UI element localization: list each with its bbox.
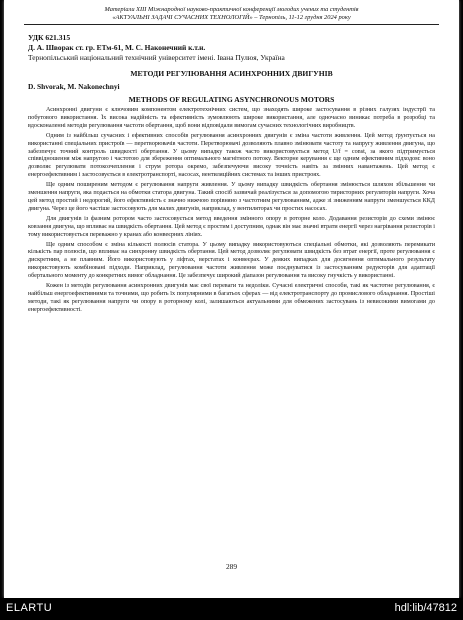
title-ua: МЕТОДИ РЕГУЛЮВАННЯ АСИНХРОННИХ ДВИГУНІВ — [130, 69, 333, 78]
title-en: METHODS OF REGULATING ASYNCHRONOUS MOTORS — [128, 95, 335, 104]
paragraph: Асинхронні двигуни є ключовим компонентом електротехнічних систем, що знаходять широке застосування в різних галузях індустрії та побутового використання. Їх висока надійність та ефективність зумовлюють широке використання, але одночасно виникає потреба в розробці та вдосконаленні методів регулювання частоти обертання, щоб вони відповідали вимогам сучасних технологічних виробництв. — [28, 107, 435, 129]
conference-header — [24, 6, 439, 22]
authors-ua: Д. А. Шворак ст. гр. ЕТм-61, М. С. Наконечний к.т.н. — [28, 43, 206, 52]
header-line-2: «АКТУАЛЬНІ ЗАДАЧІ СУЧАСНИХ ТЕХНОЛОГІЙ» – Тернопіль, 11-12 грудня 2024 року — [112, 14, 351, 21]
repository-name: ELARTU — [6, 602, 53, 614]
paragraph: Ще одним способом є зміна кількості полюсів статора. У цьому випадку використовуються спеціальні обмотки, які дозволяють перемикати кількість пар полюсів, що впливає на синхронну швидкість обертання. Цей метод дозволяє регулювати швидкість без втрат енергії, проте регулювання є дискретним, а не плавним. Його використовують у ліфтах, верстатах і конвеєрах. У деяких випадках для досягнення оптимального результату використовують комбіновані підходи. Наприклад, регулювання частоти живлення може поєднуватися із застосуванням редукторів для адаптації обертального моменту до конкретних вимог обладнання. Це забезпечує широкий діапазон регулювання та високу гнучкість у використанні. — [28, 241, 435, 280]
article-body — [28, 107, 435, 317]
page-number: 289 — [225, 562, 238, 571]
document-page — [4, 0, 459, 598]
footer-bar — [0, 598, 463, 620]
paragraph: Ще одним поширеним методом є регулювання напруги живлення. У цьому випадку швидкість обертання змінюється шляхом збільшення чи зменшення напруги, яка подається на обмотки статора двигуна. Такий спосіб зазвичай реалізується за допомогою тиристорних регуляторів напруги. Хоча цей метод простий і недорогий, його ефективність є значно нижчою порівняно з частотним регулюванням, адже зі зниженням напруги зменшується ККД двигуна. Через це його частіше застосовують для малих двигунів, наприклад, у вентиляторах чи простих насосах. — [28, 182, 435, 212]
paragraph: Одним із найбільш сучасних і ефективних способів регулювання асинхронних двигунів є зміна частоти живлення. Цей метод ґрунтується на використанні спеціальних пристроїв — перетворювачів частоти. Перетворювачі дозволяють плавно змінювати частоту та напругу живлення двигуна, що забезпечує точний контроль швидкості обертання. У цьому випадку також часто використовується метод U/f = const, за якого підтримується співвідношення між напругою і частотою для збереження оптимального магнітного потоку. Векторне керування є ще одним ефективним підходом: воно дозволяє регулювати потокозчеплення і струм ротора окремо, забезпечуючи високу точність навіть за змінних навантажень. Цей метод є енергоефективним і застосовується в електротранспорті, насосах, вентиляційних системах та інших пристроях. — [28, 132, 435, 179]
handle-link[interactable]: hdl:lib/47812 — [394, 602, 457, 614]
header-divider — [24, 24, 439, 25]
authors-en: D. Shvorak, M. Nakonechnyi — [28, 82, 120, 91]
header-line-1: Матеріали ХІІІ Міжнародної науково-практичної конференції молодих учених та студентів — [104, 6, 359, 13]
paragraph: Для двигунів із фазним ротором часто застосовується метод введення змінного опору в роторне коло. Додавання резисторів до схеми змінює ковзання двигуна, що впливає на швидкість обертання. Цей метод є простим і доступним, однак він має значні втрати енергії через нагрівання резисторів і тому використовується переважно у кранах або конвеєрних лініях. — [28, 215, 435, 238]
udk-code: УДК 621.315 — [28, 33, 71, 42]
paragraph: Кожен із методів регулювання асинхронних двигунів має свої переваги та недоліки. Сучасні електричні способи, такі як частотне регулювання, є найбільш енергоефективними та точними, що робить їх популярними в багатьох сферах — від електротранспорту до промислового обладнання. Простіші методи, такі як регулювання напруги чи опору в роторному колі, залишаються актуальними для обмежених застосувань із невисокими вимогами до енергоефективності. — [28, 283, 435, 313]
institution: Тернопільський національний технічний університет імені. Івана Пулюя, Україна — [28, 53, 285, 62]
